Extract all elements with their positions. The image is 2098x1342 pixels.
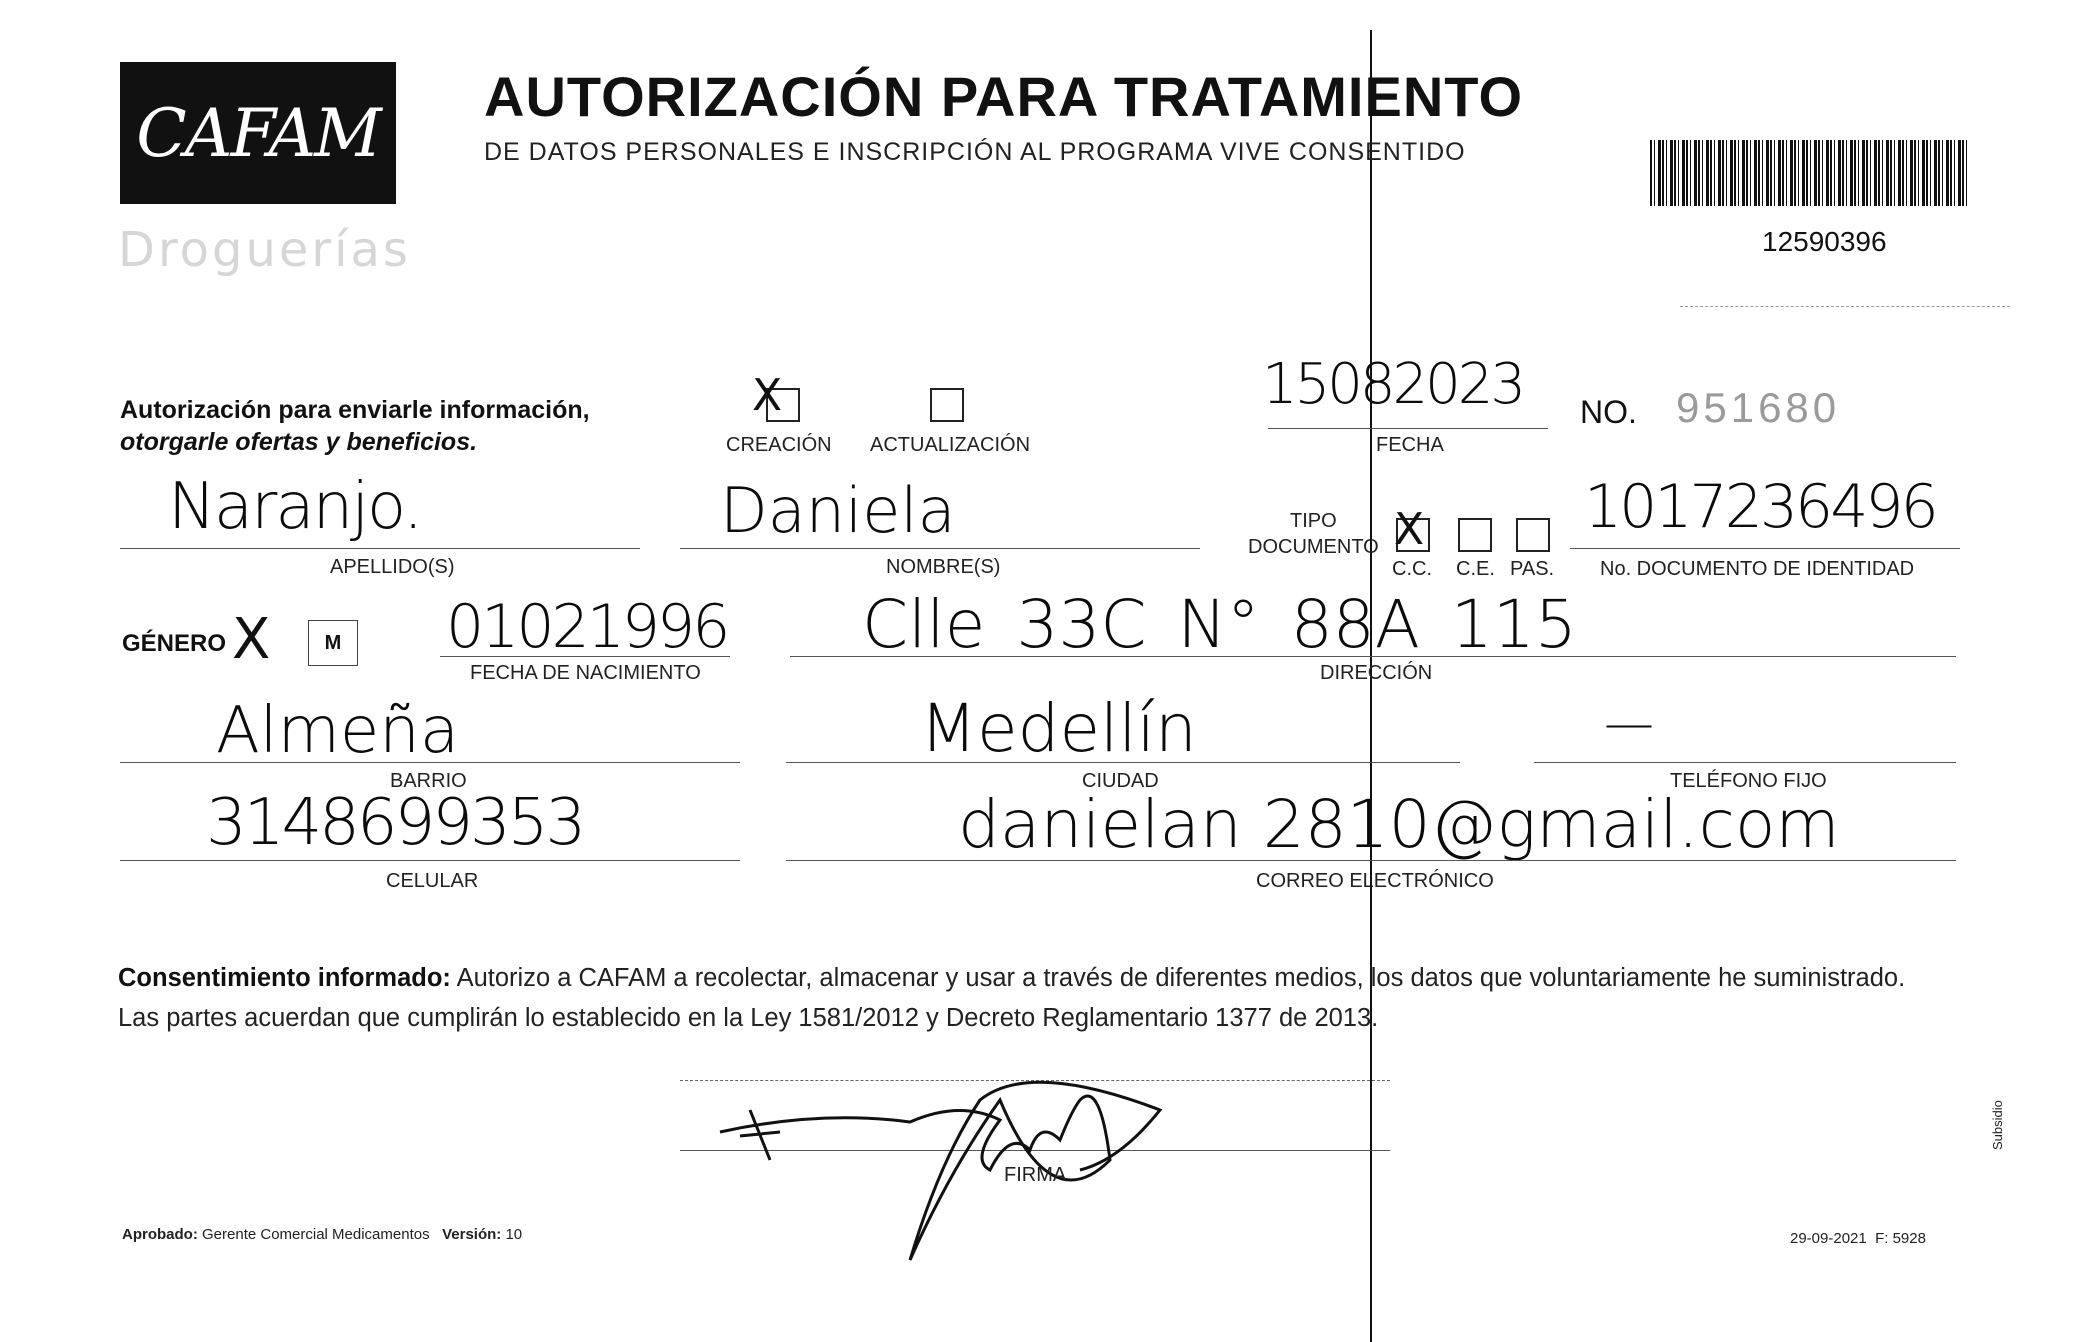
footer-approved — [122, 1226, 522, 1243]
tipo-doc-label-2: DOCUMENTO — [1248, 536, 1379, 558]
actualizacion-label: ACTUALIZACIÓN — [870, 434, 1031, 456]
barrio-value[interactable]: Almeña — [216, 694, 460, 768]
version-value: 10 — [505, 1226, 523, 1243]
nacimiento-value[interactable]: 01021996 — [446, 592, 728, 662]
correo-label: CORREO ELECTRÓNICO — [1256, 870, 1494, 892]
creacion-label: CREACIÓN — [726, 434, 832, 456]
direccion-label: DIRECCIÓN — [1320, 662, 1433, 684]
nombres-line — [680, 548, 1200, 549]
ce-label: C.E. — [1456, 558, 1495, 580]
documento-line — [1570, 548, 1960, 549]
apellidos-label: APELLIDO(S) — [330, 556, 455, 578]
handwritten-signature — [700, 1040, 1180, 1270]
header-rule — [1680, 306, 2010, 307]
barcode — [1650, 140, 1970, 206]
drogueria-logo-text: Droguerías — [118, 222, 411, 278]
telefono-line — [1534, 762, 1956, 763]
consent-line-2: Las partes acuerdan que cumplirán lo establecido en la Ley 1581/2012 y Decreto Reglamentario 1377 de 2013. — [118, 1004, 1379, 1032]
apellidos-line — [120, 548, 640, 549]
telefono-value[interactable]: — — [1604, 694, 1654, 752]
cafam-logo — [120, 62, 396, 204]
consent-heading: Consentimiento informado: — [118, 964, 451, 992]
ce-checkbox[interactable] — [1458, 518, 1492, 552]
ciudad-line — [786, 762, 1460, 763]
barrio-label: BARRIO — [390, 770, 467, 792]
auth-line-1: Autorización para enviarle información, — [120, 396, 590, 424]
footer-form-code: F: 5928 — [1875, 1230, 1926, 1247]
auth-line-2: otorgarle ofertas y beneficios. — [120, 428, 478, 456]
nombres-label: NOMBRE(S) — [886, 556, 1001, 578]
consent-line-1 — [118, 964, 1905, 993]
barrio-line — [120, 762, 740, 763]
form-subtitle: DE DATOS PERSONALES E INSCRIPCIÓN AL PROGRAMA VIVE CONSENTIDO — [484, 138, 1466, 166]
genero-f-mark: X — [232, 607, 271, 672]
pas-label: PAS. — [1510, 558, 1555, 580]
correo-line — [786, 860, 1956, 861]
cc-mark: X — [1394, 504, 1425, 555]
documento-label: No. DOCUMENTO DE IDENTIDAD — [1600, 558, 1915, 580]
fecha-label: FECHA — [1376, 434, 1444, 456]
version-label: Versión: — [442, 1226, 502, 1243]
apellidos-value[interactable]: Naranjo. — [168, 470, 422, 544]
footer-codes — [1790, 1230, 1926, 1247]
firma-label: FIRMA — [1004, 1164, 1067, 1186]
celular-value[interactable]: 3148699353 — [206, 786, 584, 860]
consent-text-1: Autorizo a CAFAM a recolectar, almacenar y usar a través de diferentes medios, los datos que voluntariamente he suministrado. — [450, 964, 1906, 992]
fecha-line — [1268, 428, 1548, 429]
barcode-number: 12590396 — [1762, 226, 1887, 257]
ciudad-value[interactable]: Medellín — [920, 690, 1197, 767]
documento-value[interactable]: 1017236496 — [1584, 472, 1936, 542]
nacimiento-label: FECHA DE NACIMIENTO — [470, 662, 701, 684]
celular-line — [120, 860, 740, 861]
ciudad-label: CIUDAD — [1082, 770, 1159, 792]
no-value: 951680 — [1676, 384, 1841, 431]
aprobado-label: Aprobado: — [122, 1226, 198, 1243]
nacimiento-line — [440, 656, 730, 657]
nombres-value[interactable]: Daniela — [720, 474, 956, 547]
logo-text: CAFAM — [136, 94, 380, 172]
genero-label: GÉNERO — [122, 630, 227, 657]
genero-m-label: M — [324, 631, 342, 654]
direccion-value[interactable]: Clle 33C N° 88A 115 — [862, 586, 1577, 663]
creacion-mark: X — [752, 370, 783, 421]
cc-label: C.C. — [1392, 558, 1432, 580]
no-label: NO. — [1580, 394, 1637, 430]
fecha-value[interactable]: 15082023 — [1262, 352, 1524, 417]
footer-date: 29-09-2021 — [1790, 1230, 1867, 1247]
scan-line — [1370, 30, 1372, 1342]
pas-checkbox[interactable] — [1516, 518, 1550, 552]
side-text: Subsidio — [1990, 1100, 2005, 1150]
celular-label: CELULAR — [386, 870, 479, 892]
correo-value[interactable]: danielan 2810@gmail.com — [958, 786, 1840, 863]
tipo-doc-label-1: TIPO — [1290, 510, 1337, 532]
form-title: AUTORIZACIÓN PARA TRATAMIENTO — [484, 65, 1524, 128]
actualizacion-checkbox[interactable] — [930, 388, 964, 422]
telefono-label: TELÉFONO FIJO — [1670, 770, 1827, 792]
genero-m-box[interactable] — [308, 620, 358, 666]
direccion-line — [790, 656, 1956, 657]
aprobado-value: Gerente Comercial Medicamentos — [202, 1226, 430, 1243]
